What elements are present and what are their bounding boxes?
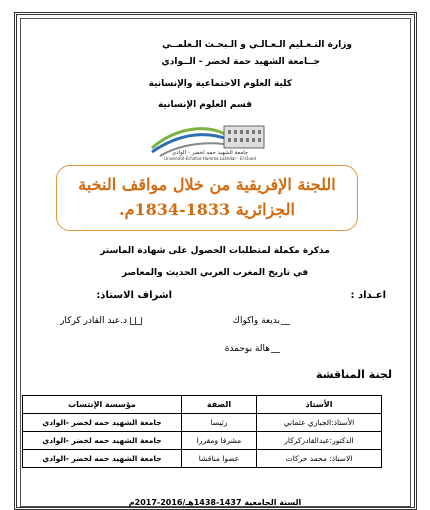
student-1-name: بديعة واكواك	[232, 316, 280, 326]
book-icon	[130, 317, 142, 325]
prepared-by-label: اعـداد :	[350, 290, 386, 301]
subtitle-line2: في تاريخ المغرب العربي الحديث والمعاصر	[121, 268, 309, 278]
academic-year: السنة الجامعية 1437-1438هـ/2016-2017م	[128, 498, 302, 507]
table-row	[23, 414, 382, 432]
col-header-institution: مؤسسة الإنتساب	[23, 396, 182, 414]
university-logo	[150, 118, 270, 162]
col-header-professor: الأستاذ	[257, 396, 382, 414]
professor-cell: الاستاذ: محمد حركات	[257, 450, 382, 468]
institution-cell: جامعة الشهيد حمه لخضر -الوادي	[23, 432, 182, 450]
institution-cell: جامعة الشهيد حمه لخضر -الوادي	[23, 450, 182, 468]
subtitle-line1: مذكرة مكملة لمتطلبات الحصول على شهادة الماستر	[100, 246, 330, 256]
university-line: جــامعة الشهيد حمة لخضر - الــوادي	[161, 57, 320, 67]
thesis-title-box	[56, 165, 358, 231]
logo-name-fr: Université Echahid Hamma Lakhdar - El-Oued	[164, 156, 256, 161]
supervisor-name: د.عبد القادر كركار	[60, 316, 127, 326]
student-2-name: هالة بوحمدة	[224, 344, 270, 354]
role-cell: عضوا مناقشا	[182, 450, 257, 468]
faculty-line: كلية العلوم الاجتماعية والإنسانية	[148, 79, 292, 89]
table-row	[23, 450, 382, 468]
table-header-row	[23, 396, 382, 414]
logo-name-ar: جامعة الشهيد حمه لخضر - الوادي	[171, 150, 249, 156]
institution-cell: جامعة الشهيد حمه لخضر -الوادي	[23, 414, 182, 432]
thesis-title-line2: الجزائرية 1833-1834م.	[119, 200, 295, 219]
student-1	[233, 316, 292, 326]
student-2	[225, 344, 282, 354]
department-line: قسم العلوم الإنسانية	[157, 100, 252, 110]
role-cell: مشرفا ومقررا	[182, 432, 257, 450]
ministry-line: وزارة التـعـليم الـعـالـي و الـبحـث الـعلمــي	[162, 40, 352, 50]
role-cell: رئيسا	[182, 414, 257, 432]
supervision-label: اشراف الاستاذ:	[96, 290, 172, 301]
professor-cell: الأستاذ:الجباري عثماني	[257, 414, 382, 432]
table-row	[23, 432, 382, 450]
col-header-role: الصفة	[182, 396, 257, 414]
supervisor	[60, 316, 142, 326]
committee-title: لجنة المناقشة	[315, 368, 392, 381]
thesis-title-line1: اللجنة الإفريقية من خلال مواقف النخبة	[78, 175, 336, 194]
committee-table	[22, 395, 382, 468]
professor-cell: الدكتور:عبدالقادركركار	[257, 432, 382, 450]
